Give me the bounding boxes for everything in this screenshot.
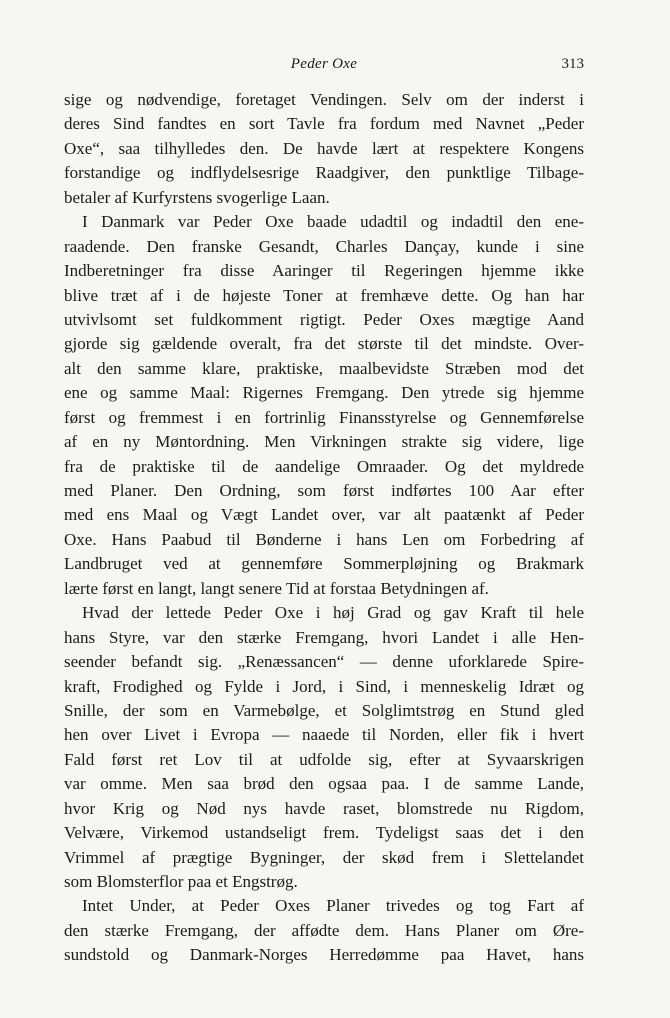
text-line: Oxe. Hans Paabud til Bønderne i hans Len om Forbedring af — [64, 529, 584, 549]
running-title: Peder Oxe — [290, 56, 358, 72]
text-line: utvivlsomt set fuldkomment rigtigt. Peder Oxes mægtige Aand — [64, 309, 584, 329]
text-line: ene og samme Maal: Rigernes Fremgang. Den ytrede sig hjemme — [64, 383, 584, 403]
text-line: var omme. Men saa brød den ogsaa paa. I de samme Lande, — [64, 774, 584, 794]
text-line: hans Styre, var den stærke Fremgang, hvori Landet i alle Hen- — [64, 627, 584, 647]
text-line: Velvære, Virkemod ustandseligt frem. Tydeligst saas det i den — [64, 823, 584, 843]
text-line: gjorde sig gældende overalt, fra det største til det mindste. Over- — [64, 334, 584, 354]
text-line: raadende. Den franske Gesandt, Charles Dançay, kunde i sine — [64, 236, 584, 256]
text-line: seender befandt sig. „Renæssancen“ — denne uforklarede Spire- — [64, 652, 584, 672]
text-line: lærte først en langt, langt senere Tid at forstaa Betydningen af. — [64, 578, 489, 598]
text-line: kraft, Frodighed og Fylde i Jord, i Sind, i menneskelig Idræt og — [64, 676, 584, 696]
text-line: fra de praktiske til de aandelige Omraader. Og det myldrede — [64, 456, 584, 476]
text-line: I Danmark var Peder Oxe baade udadtil og indadtil den ene- — [82, 212, 584, 232]
text-line: deres Sind fandtes en sort Tavle fra fordum med Navnet „Peder — [64, 114, 584, 134]
text-line: sundstold og Danmark-Norges Herredømme paa Havet, hans — [64, 945, 584, 965]
text-line: Intet Under, at Peder Oxes Planer trivedes og tog Fart af — [82, 896, 584, 916]
text-line: som Blomsterflor paa et Engstrøg. — [64, 872, 298, 891]
text-line: forstandige og indflydelsesrige Raadgiver, den punktlige Tilbage- — [64, 163, 584, 183]
text-line: hen over Livet i Evropa — naaede til Norden, eller fik i hvert — [64, 725, 584, 745]
text-line: blive træt af i de højeste Toner at fremhæve dette. Og han har — [64, 285, 584, 305]
page-number: 313 — [561, 56, 584, 72]
text-line: med Planer. Den Ordning, som først indførtes 100 Aar efter — [64, 481, 584, 500]
text-line: Snille, der som en Varmebølge, et Solglimtstrøg en Stund gled — [64, 700, 584, 720]
text-line: sige og nødvendige, foretaget Vendingen. Selv om der inderst i — [64, 90, 584, 109]
running-head — [64, 56, 584, 78]
text-line: Fald først ret Lov til at udfolde sig, efter at Syvaarskrigen — [64, 749, 584, 769]
body-text — [64, 88, 584, 968]
text-line: Oxe“, saa tilhylledes den. De havde lært at respektere Kongens — [64, 138, 584, 158]
text-line: først og fremmest i en fortrinlig Finansstyrelse og Gennemførelse — [64, 407, 584, 427]
text-line: Hvad der lettede Peder Oxe i høj Grad og gav Kraft til hele — [82, 603, 584, 623]
text-line: af en ny Møntordning. Men Virkningen strakte sig videre, lige — [64, 432, 584, 452]
text-line: Indberetninger fra disse Aaringer til Regeringen hjemme ikke — [64, 261, 584, 281]
text-line: Landbruget ved at gennemføre Sommerpløjning og Brakmark — [64, 554, 584, 574]
text-line: med ens Maal og Vægt Landet over, var alt paatænkt af Peder — [64, 505, 584, 525]
text-line: hvor Krig og Nød nys havde raset, blomstrede nu Rigdom, — [64, 798, 584, 818]
text-line: den stærke Fremgang, der affødte dem. Hans Planer om Øre- — [64, 920, 584, 940]
text-line: alt den samme klare, praktiske, maalbevidste Stræben mod det — [64, 358, 584, 378]
text-line: betaler af Kurfyrstens svogerlige Laan. — [64, 187, 330, 207]
text-line: Vrimmel af prægtige Bygninger, der skød frem i Slettelandet — [64, 847, 584, 867]
